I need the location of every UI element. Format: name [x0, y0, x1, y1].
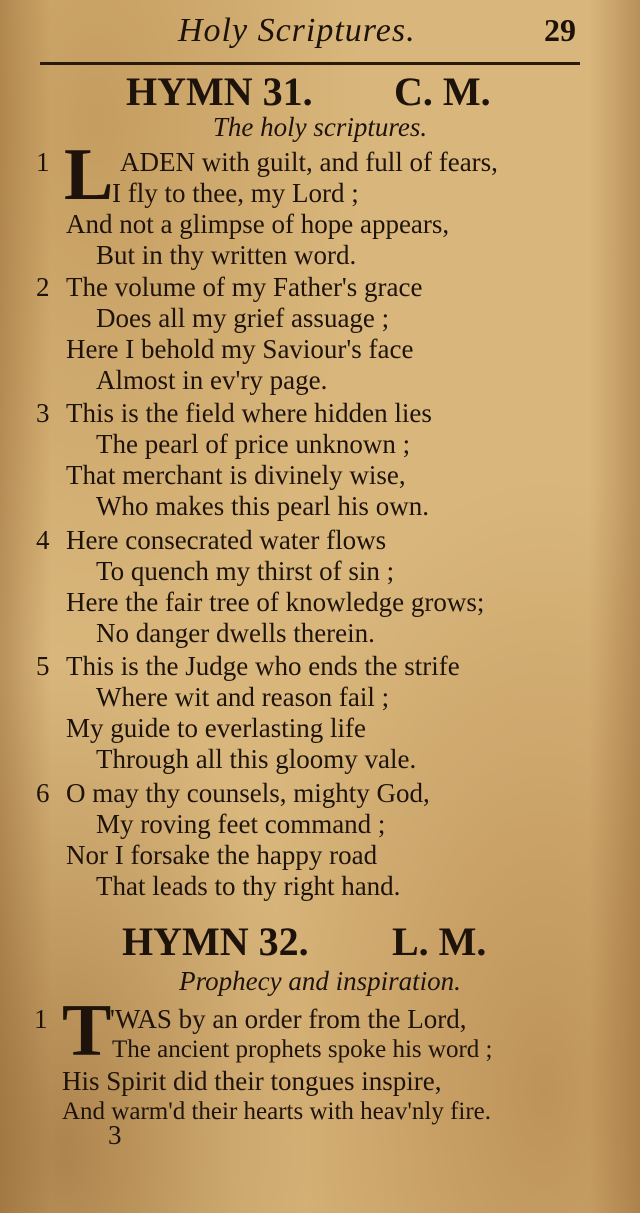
hymn-32-meter: L. M. [392, 919, 487, 964]
verse-number: 1 [36, 147, 50, 177]
drop-cap: L [64, 134, 114, 216]
verse-line: This is the field where hidden lies [66, 398, 432, 428]
verse-line: Here the fair tree of knowledge grows; [66, 587, 485, 617]
verse-line: My guide to everlasting life [66, 713, 366, 743]
verse-line: The volume of my Father's grace [66, 272, 423, 302]
verse-line: Who makes this pearl his own. [96, 491, 429, 521]
verse-line: Does all my grief assuage ; [96, 303, 390, 333]
verse-line: ADEN with guilt, and full of fears, [120, 147, 498, 177]
verse-number: 6 [36, 778, 50, 808]
verse-line: Here I behold my Saviour's face [66, 334, 414, 364]
verse-line: Nor I forsake the happy road [66, 840, 378, 870]
verse-line: O may thy counsels, mighty God, [66, 778, 430, 808]
verse-line: The pearl of price unknown ; [96, 429, 411, 459]
verse-line: His Spirit did their tongues inspire, [62, 1066, 442, 1096]
verse-line: No danger dwells therein. [96, 618, 375, 648]
page-number: 29 [544, 12, 576, 48]
verse-line: The ancient prophets spoke his word ; [112, 1036, 493, 1063]
verse-line: My roving feet command ; [96, 809, 386, 839]
hymn-31-subtitle: The holy scriptures. [212, 112, 428, 142]
verse-line: That merchant is divinely wise, [66, 460, 406, 490]
hymn-31-number: HYMN 31. [126, 69, 313, 114]
verse-number: 4 [36, 525, 50, 555]
verse-line: Where wit and reason fail ; [96, 682, 390, 712]
verse-line: And warm'd their hearts with heav'nly fire. [62, 1098, 492, 1125]
verse-number: 3 [36, 398, 50, 428]
verse-number: 5 [36, 651, 50, 681]
verse-line: But in thy written word. [96, 240, 357, 270]
verse-line: That leads to thy right hand. [96, 871, 401, 901]
verse-line: Through all this gloomy vale. [96, 744, 417, 774]
verse-number: 2 [36, 272, 50, 302]
verse-line: To quench my thirst of sin ; [96, 556, 395, 586]
verse-line: I fly to thee, my Lord ; [112, 178, 359, 208]
verse-line: This is the Judge who ends the strife [66, 651, 460, 681]
verse-line: Here consecrated water flows [66, 525, 387, 555]
hymn-32-number: HYMN 32. [122, 919, 309, 964]
drop-cap: T [62, 990, 112, 1072]
hymn-32-subtitle: Prophecy and inspiration. [179, 966, 461, 996]
verse-line: And not a glimpse of hope appears, [66, 209, 450, 239]
verse-line: 'WAS by an order from the Lord, [110, 1004, 467, 1034]
running-head: Holy Scriptures. [178, 12, 416, 49]
header-rule [40, 62, 580, 65]
hymn-31-meter: C. M. [394, 69, 491, 114]
signature-mark: 3 [108, 1120, 122, 1150]
verse-number: 1 [34, 1004, 48, 1034]
verse-line: Almost in ev'ry page. [96, 365, 328, 395]
